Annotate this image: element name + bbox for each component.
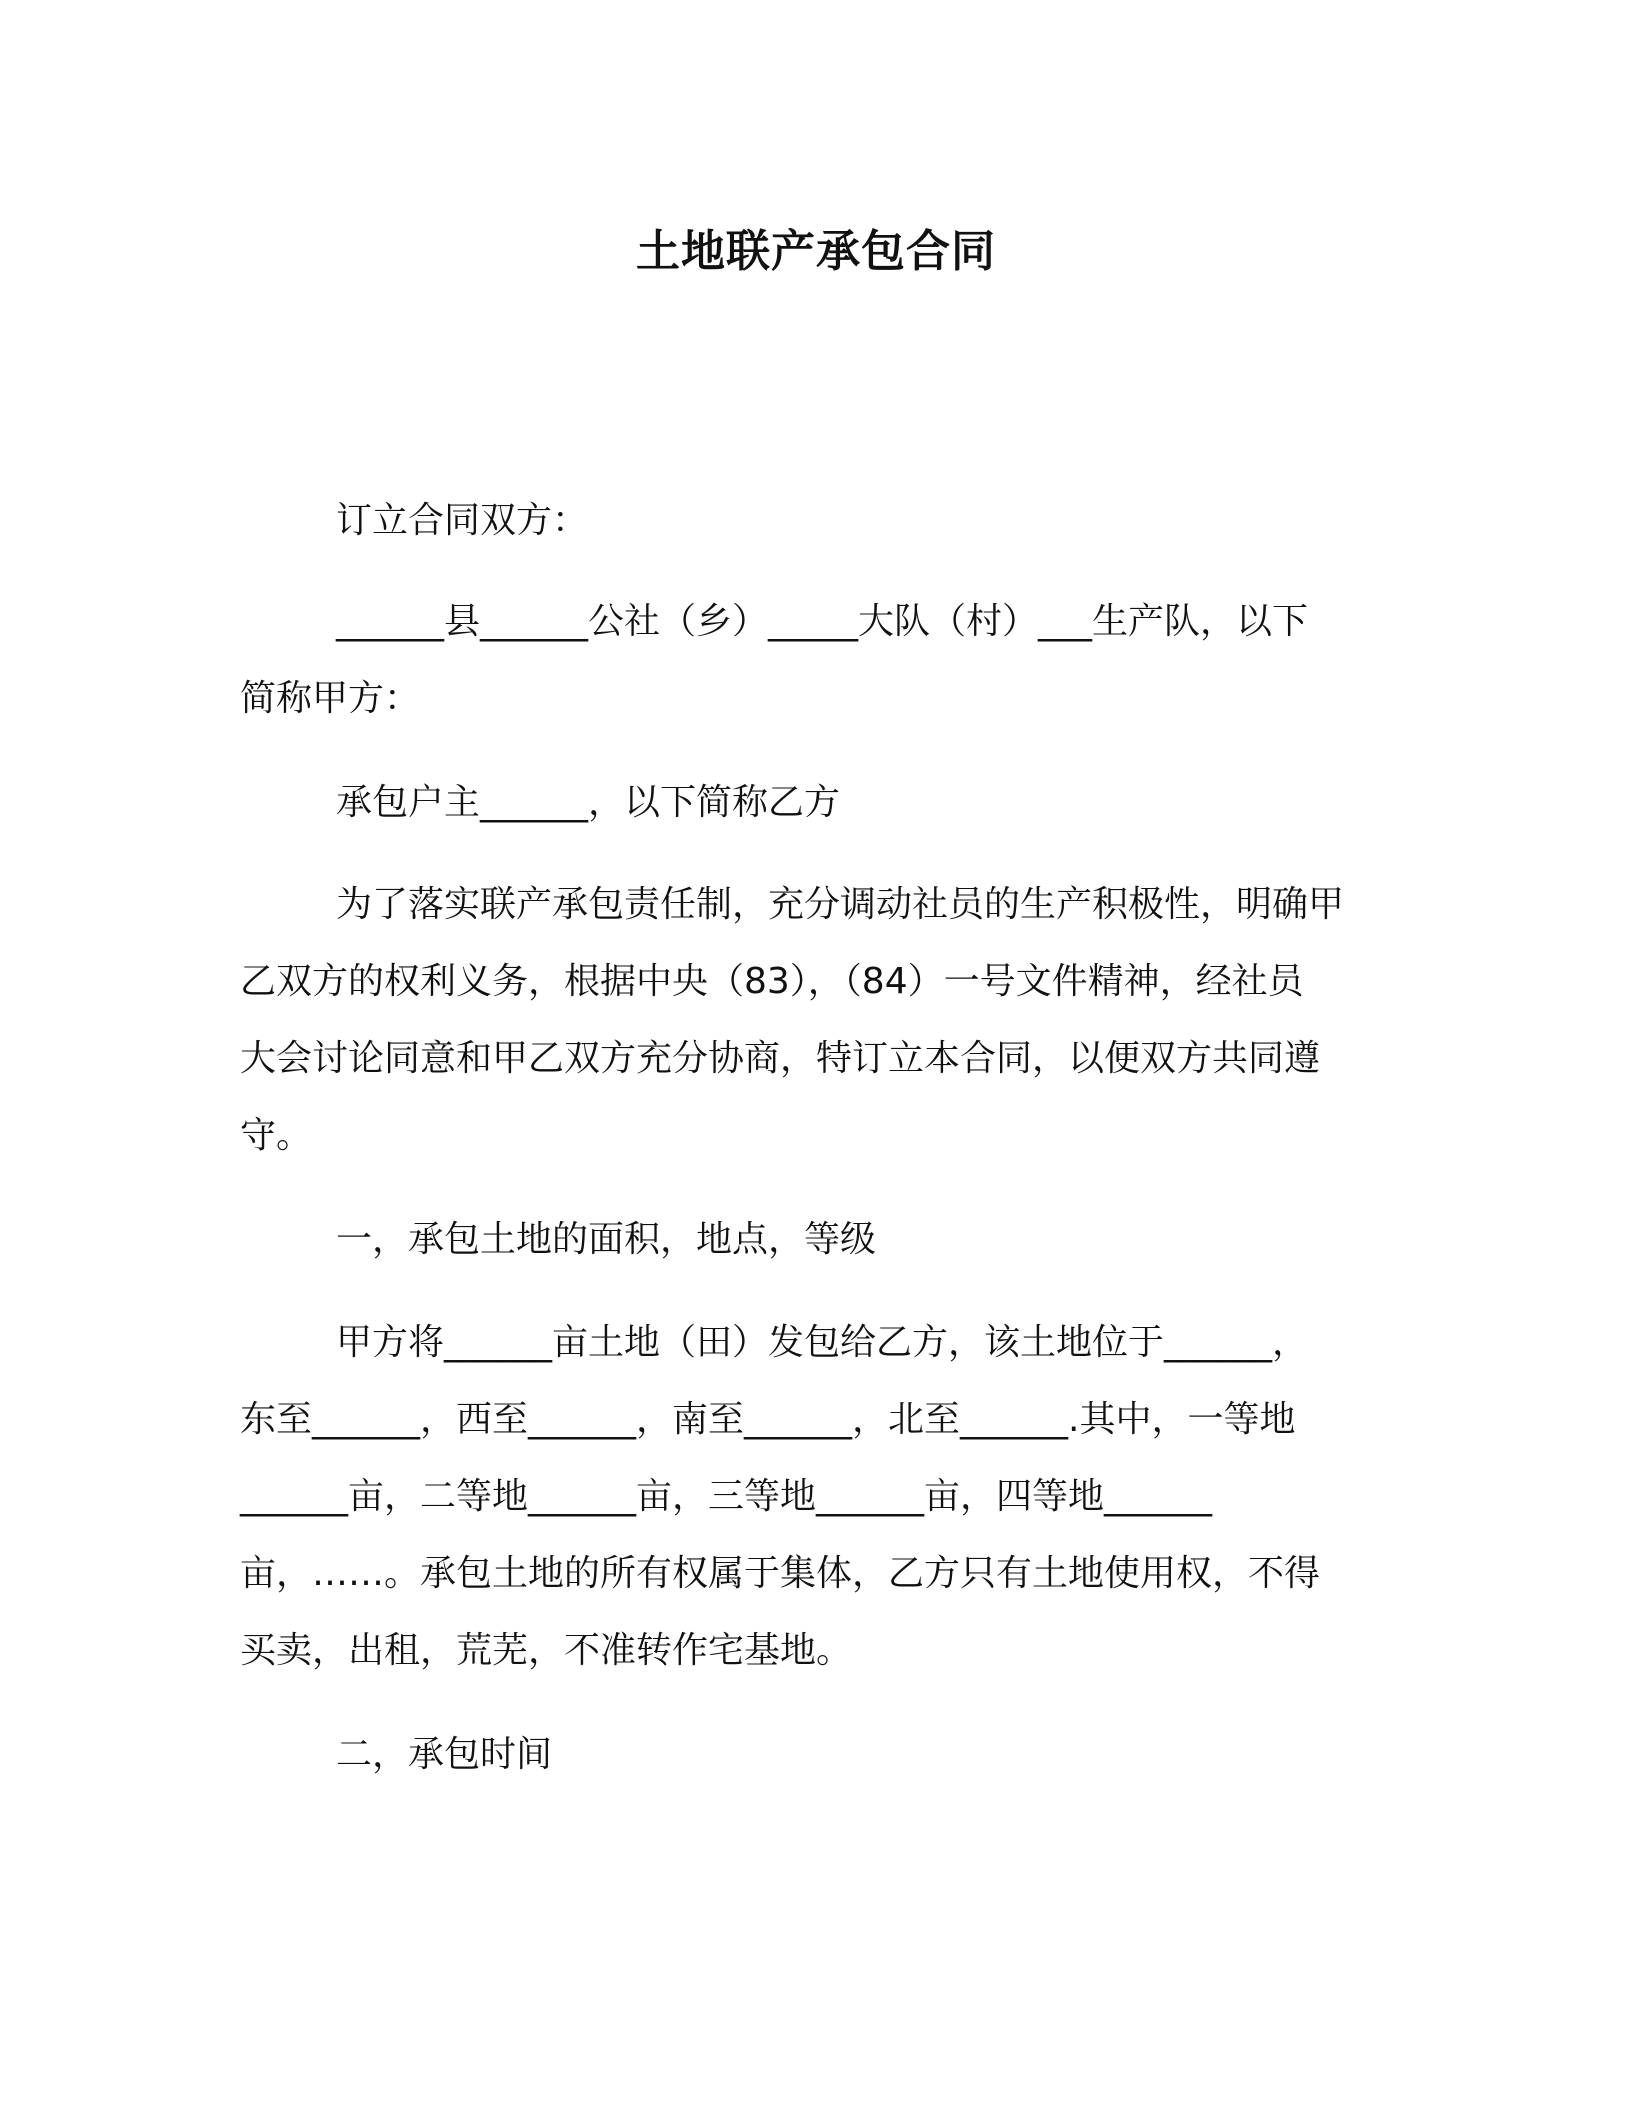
section-1-line-3: ______亩，二等地______亩，三等地______亩，四等地______: [240, 1476, 1213, 1517]
purpose-line-1: 为了落实联产承包责任制，充分调动社员的生产积极性，明确甲: [336, 884, 1345, 925]
document-title: 土地联产承包合同: [636, 226, 996, 277]
section-1-line-4: 亩，……。承包土地的所有权属于集体，乙方只有土地使用权，不得: [240, 1553, 1321, 1594]
parties-heading: 订立合同双方：: [336, 500, 589, 541]
section-1-line-5: 买卖，出租，荒芜，不准转作宅基地。: [240, 1630, 853, 1671]
section-2-heading: 二，承包时间: [336, 1734, 553, 1775]
purpose-line-4: 守。: [240, 1115, 313, 1156]
party-a-line-2: 简称甲方：: [240, 678, 421, 719]
section-1-line-2: 东至______，西至______，南至______，北至______.其中，一等地: [240, 1399, 1296, 1440]
section-1-line-1: 甲方将______亩土地（田）发包给乙方，该土地位于______，: [336, 1322, 1309, 1363]
party-b-line: 承包户主______，以下简称乙方: [336, 782, 841, 823]
purpose-line-2: 乙双方的权利义务，根据中央（83），（84）一号文件精神，经社员: [240, 961, 1304, 1002]
section-1-heading: 一，承包土地的面积，地点，等级: [336, 1219, 877, 1260]
purpose-line-3: 大会讨论同意和甲乙双方充分协商，特订立本合同，以便双方共同遵: [240, 1038, 1321, 1079]
party-a-line-1: ______县______公社（乡）_____大队（村）___生产队，以下: [336, 601, 1309, 642]
